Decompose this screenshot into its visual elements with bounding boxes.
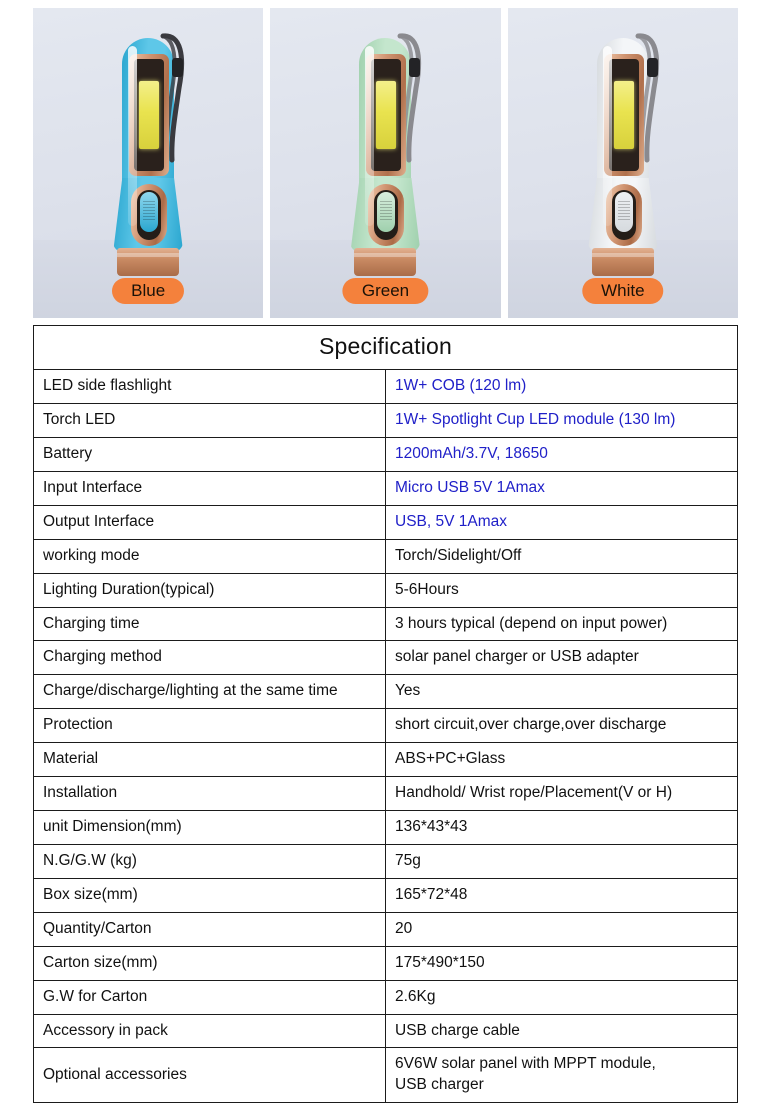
table-row (34, 675, 738, 709)
spec-value: 1200mAh/3.7V, 18650 (386, 437, 738, 471)
spec-label: Lighting Duration(typical) (34, 573, 386, 607)
table-row (34, 505, 738, 539)
spec-value: Micro USB 5V 1Amax (386, 471, 738, 505)
cord-lock (172, 58, 183, 77)
specification-title: Specification (34, 326, 738, 370)
spec-value: 136*43*43 (386, 811, 738, 845)
spec-label: Charging time (34, 607, 386, 641)
spec-label: Input Interface (34, 471, 386, 505)
color-badge-blue: Blue (112, 278, 184, 304)
spec-label: unit Dimension(mm) (34, 811, 386, 845)
spec-value: 5-6Hours (386, 573, 738, 607)
spec-label: N.G/G.W (kg) (34, 844, 386, 878)
cob-led-well (609, 59, 639, 171)
table-row (34, 1014, 738, 1048)
spec-label: Quantity/Carton (34, 912, 386, 946)
spec-label: Material (34, 743, 386, 777)
spec-value: 175*490*150 (386, 946, 738, 980)
color-badge-green: Green (343, 278, 428, 304)
spec-value: Yes (386, 675, 738, 709)
spec-value: 165*72*48 (386, 878, 738, 912)
power-switch-button (377, 192, 395, 232)
body-highlight (365, 46, 374, 226)
cord-lock (647, 58, 658, 77)
cob-led-panel (376, 81, 396, 149)
spec-label: Charging method (34, 641, 386, 675)
table-row (34, 709, 738, 743)
table-row (34, 878, 738, 912)
spec-value: 3 hours typical (depend on input power) (386, 607, 738, 641)
spec-label: G.W for Carton (34, 980, 386, 1014)
table-row (34, 403, 738, 437)
spec-value: 2.6Kg (386, 980, 738, 1014)
table-row (34, 912, 738, 946)
table-row (34, 641, 738, 675)
table-row (34, 777, 738, 811)
flashlight-base-cap (592, 248, 654, 276)
flashlight-product-image (105, 28, 191, 276)
body-highlight (128, 46, 137, 226)
table-row (34, 743, 738, 777)
spec-label: Protection (34, 709, 386, 743)
table-row (34, 471, 738, 505)
spec-label: Box size(mm) (34, 878, 386, 912)
spec-label: working mode (34, 539, 386, 573)
table-row (34, 370, 738, 404)
spec-label: Output Interface (34, 505, 386, 539)
table-row (34, 1048, 738, 1103)
flashlight-product-image (342, 28, 428, 276)
specification-header-row (34, 326, 738, 370)
product-photo-panel-green (270, 8, 500, 318)
spec-value: USB charge cable (386, 1014, 738, 1048)
cob-led-well (371, 59, 401, 171)
spec-value: 20 (386, 912, 738, 946)
cob-led-panel (614, 81, 634, 149)
table-row (34, 573, 738, 607)
product-photo-panel-white (508, 8, 738, 318)
specification-table (33, 325, 738, 1103)
spec-label: Installation (34, 777, 386, 811)
spec-label: Carton size(mm) (34, 946, 386, 980)
color-badge-white: White (582, 278, 663, 304)
spec-label: Torch LED (34, 403, 386, 437)
cob-led-well (134, 59, 164, 171)
body-highlight (603, 46, 612, 226)
spec-value: USB, 5V 1Amax (386, 505, 738, 539)
spec-value: ABS+PC+Glass (386, 743, 738, 777)
table-row (34, 946, 738, 980)
specification-table-body (34, 326, 738, 1103)
cord-lock (409, 58, 420, 77)
flashlight-product-image (580, 28, 666, 276)
table-row (34, 539, 738, 573)
power-switch-button (615, 192, 633, 232)
spec-value: 75g (386, 844, 738, 878)
spec-label: Charge/discharge/lighting at the same time (34, 675, 386, 709)
spec-label: Battery (34, 437, 386, 471)
cob-led-panel (139, 81, 159, 149)
spec-label: LED side flashlight (34, 370, 386, 404)
spec-value: solar panel charger or USB adapter (386, 641, 738, 675)
product-photo-panel-blue (33, 8, 263, 318)
table-row (34, 980, 738, 1014)
spec-value: short circuit,over charge,over discharge (386, 709, 738, 743)
spec-label: Accessory in pack (34, 1014, 386, 1048)
table-row (34, 437, 738, 471)
table-row (34, 811, 738, 845)
table-row (34, 607, 738, 641)
flashlight-base-cap (117, 248, 179, 276)
spec-value: Torch/Sidelight/Off (386, 539, 738, 573)
spec-value: Handhold/ Wrist rope/Placement(V or H) (386, 777, 738, 811)
spec-label: Optional accessories (34, 1048, 386, 1103)
product-image-gallery (33, 8, 738, 318)
flashlight-base-cap (354, 248, 416, 276)
power-switch-button (140, 192, 158, 232)
table-row (34, 844, 738, 878)
spec-value: 1W+ COB (120 lm) (386, 370, 738, 404)
spec-value: 1W+ Spotlight Cup LED module (130 lm) (386, 403, 738, 437)
spec-value: 6V6W solar panel with MPPT module, USB charger (386, 1048, 738, 1103)
